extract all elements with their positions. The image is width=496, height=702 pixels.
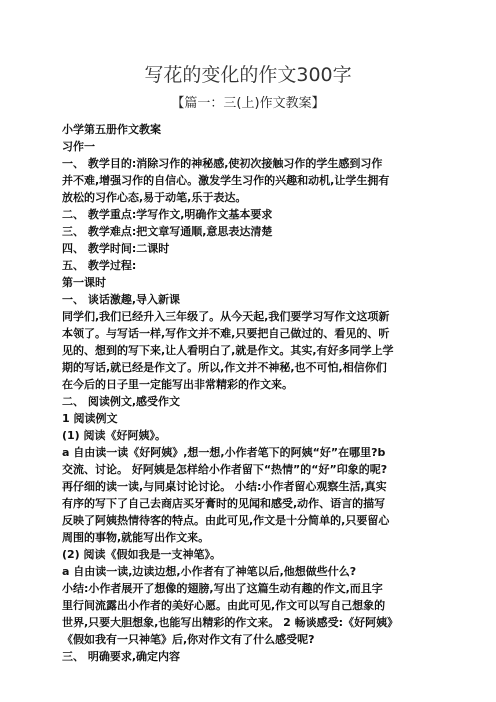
document-title: 写花的变化的作文300字 [144,64,352,86]
body-line: 小学第五册作文教案 [62,123,161,136]
body-line: a 自由读一读《好阿姨》,想一想,小作者笔下的阿姨“好”在哪里?b [62,446,386,459]
body-line: 1 阅读例文 [62,412,118,425]
body-line: 在今后的日子里一定能写出非常精彩的作文来。 [62,378,293,391]
body-line: 同学们,我们已经升入三年级了。从今天起,我们要学习写作文这项新 [62,310,390,323]
body-line: 二、 阅读例文,感受作文 [62,395,181,408]
body-line: 三、 教学难点:把文章写通顺,意思表达清楚 [62,225,273,238]
body-line: 反映了阿姨热情待客的特点。由此可见,作文是十分简单的,只要留心 [62,514,390,527]
body-line: (1) 阅读《好阿姨》。 [62,429,167,442]
body-line: (2) 阅读《假如我是一支神笔》。 [62,548,222,561]
body-line: 本领了。与写话一样,写作文并不难,只要把自己做过的、看见的、听 [62,327,390,340]
body-line: 小结:小作者展开了想像的翅膀,写出了这篇生动有趣的作文,而且字 [62,582,383,595]
body-line: 一、 教学目的:消除习作的神秘感,使初次接触习作的学生感到习作 [62,157,383,170]
body-line: 周围的事物,就能写出作文来。 [62,531,210,544]
body-line: 第一课时 [62,276,106,289]
body-line: 见的、想到的写下来,让人看明白了,就是作文。其实,有好多同学上学 [62,344,394,357]
body-line: 再仔细的读一读,与同桌讨论讨论。 小结:小作者留心观察生活,真实 [62,480,387,493]
document-subtitle: 【篇一：三(上)作文教案】 [171,96,325,111]
body-line: 二、 教学重点:学写作文,明确作文基本要求 [62,208,273,221]
body-line: 习作一 [62,140,95,153]
body-line: 有序的写下了自己去商店买牙膏时的见闻和感受,动作、语言的描写 [62,497,386,510]
body-line: 交流、讨论。 好阿姨是怎样给小作者留下“热情”的“好”印象的呢? [62,463,388,476]
body-line: 期的写话,就已经是作文了。所以,作文并不神秘,也不可怕,相信你们 [62,361,387,374]
body-line: a 自由读一读,边读边想,小作者有了神笔以后,他想做些什么? [62,565,357,578]
body-line: 并不难,增强习作的自信心。激发学生习作的兴趣和动机,让学生拥有 [62,174,390,187]
body-line: 一、 谈话激趣,导入新课 [62,293,181,306]
body-line: 三、 明确要求,确定内容 [62,650,181,663]
body-line: 世界,只要大胆想象,也能写出精彩的作文来。 2 畅谈感受:《好阿姨》 [62,616,399,629]
body-line: 里行间流露出小作者的美好心愿。由此可见,作文可以写自己想象的 [62,599,386,612]
body-line: 四、 教学时间:二课时 [62,242,170,255]
document-body [62,121,440,665]
body-line: 放松的习作心态,易于动笔,乐于表达。 [62,191,247,204]
body-line: 《假如我有一只神笔》后,你对作文有了什么感受呢? [62,633,315,646]
body-line: 五、 教学过程: [62,259,137,272]
